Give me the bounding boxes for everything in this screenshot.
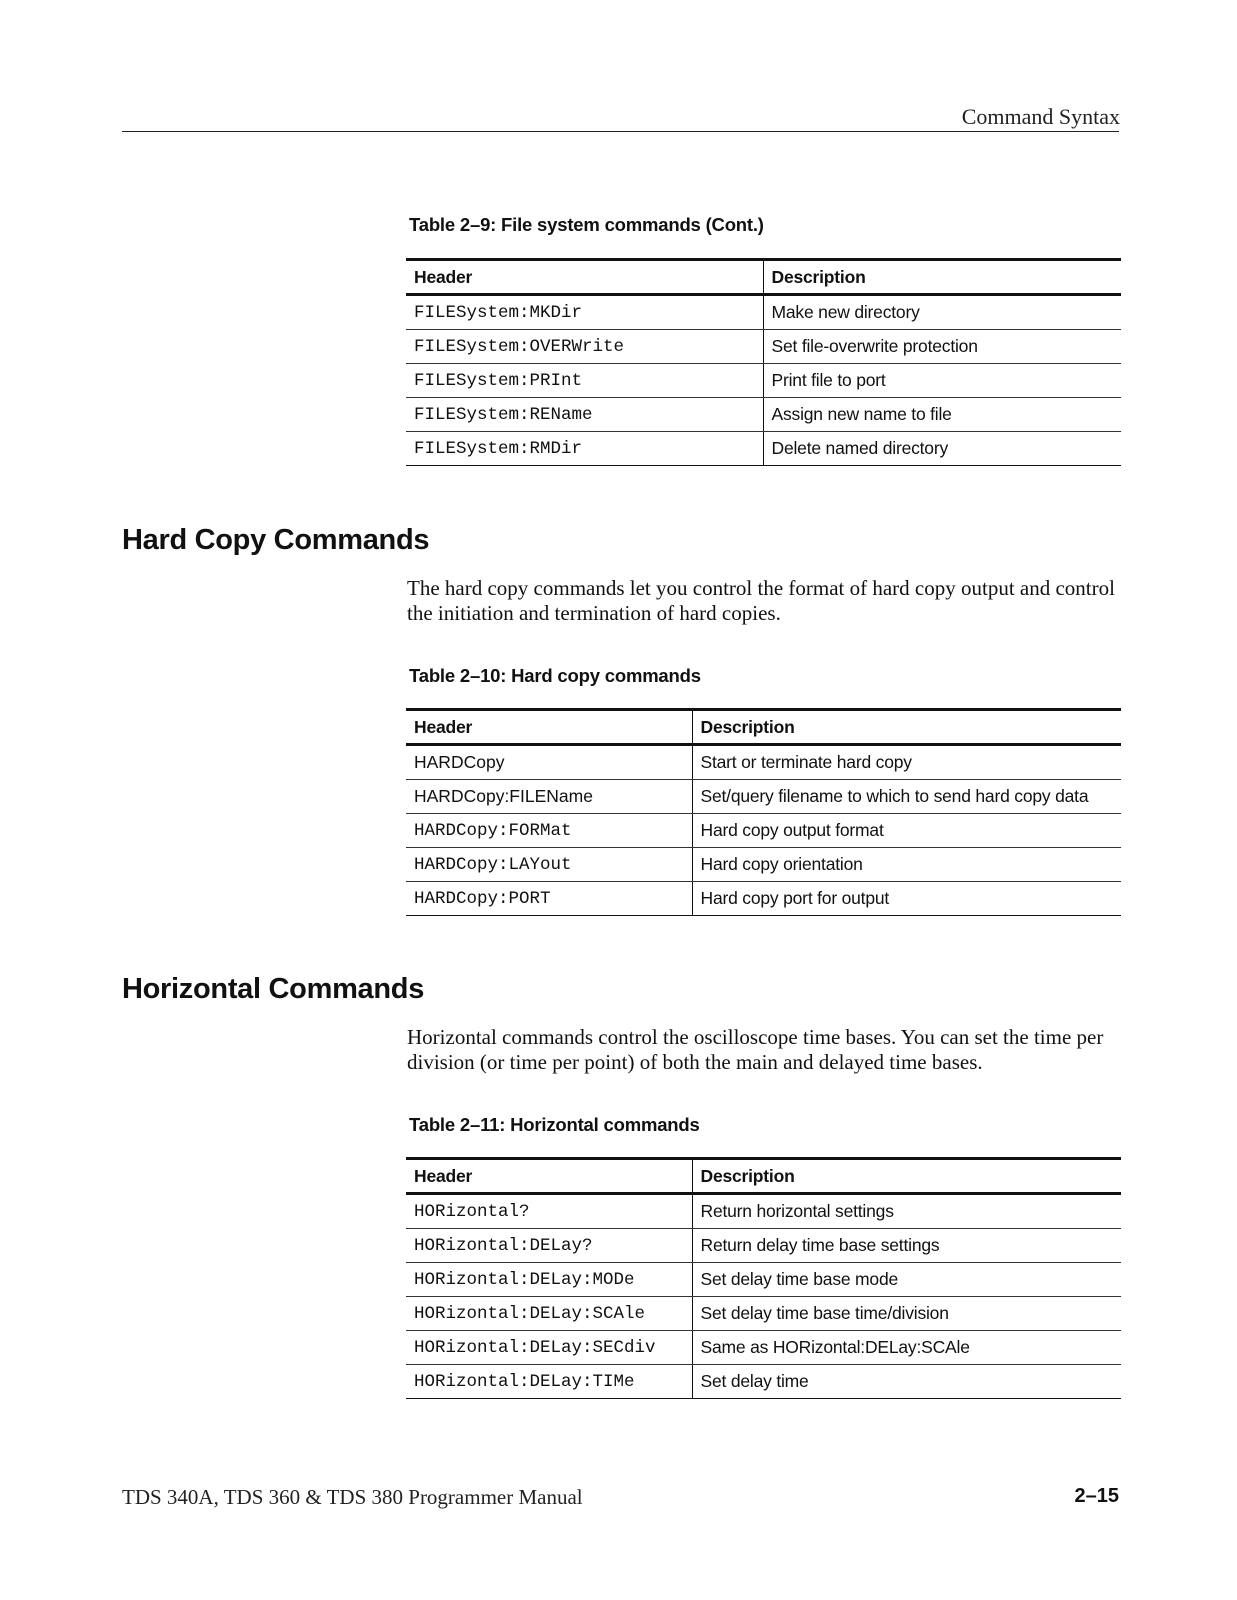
command-description: Hard copy orientation xyxy=(692,848,1121,882)
command-description: Hard copy port for output xyxy=(700,888,890,908)
command-description: Hard copy output format xyxy=(692,814,1121,848)
file-system-commands-table xyxy=(406,258,1121,466)
table-2-9-caption: Table 2–9: File system commands (Cont.) xyxy=(409,214,764,235)
command-description: Assign new name to file xyxy=(763,398,1121,432)
table-row xyxy=(406,848,1121,882)
hard-copy-section-title: Hard Copy Commands xyxy=(122,524,430,556)
command-header: HORizontal:DELay:SECdiv xyxy=(406,1331,692,1365)
hard-copy-commands-table xyxy=(406,708,1121,916)
command-description: Return delay time base settings xyxy=(692,1229,1121,1263)
command-header: HORizontal:DELay:MODe xyxy=(406,1263,692,1297)
command-header: HORizontal:DELay? xyxy=(406,1229,692,1263)
command-description: Start or terminate hard copy xyxy=(692,745,1121,780)
command-header: FILESystem:MKDir xyxy=(406,295,763,330)
table-row xyxy=(406,1365,1121,1399)
table-header-row xyxy=(406,260,1121,295)
command-description: Return horizontal settings xyxy=(692,1194,1121,1229)
table-row xyxy=(406,745,1121,780)
command-header: FILESystem:OVERWrite xyxy=(406,330,763,364)
command-description: Set/query filename to which to send hard copy data xyxy=(692,780,1121,814)
table-2-11-caption: Table 2–11: Horizontal commands xyxy=(409,1114,700,1135)
command-header: HORizontal? xyxy=(406,1194,692,1229)
column-header-header: Header xyxy=(406,260,763,295)
command-description: Make new directory xyxy=(763,295,1121,330)
table-row xyxy=(406,295,1121,330)
column-header-description: Description xyxy=(692,710,1121,745)
command-description: Set delay time base mode xyxy=(692,1263,1121,1297)
table-row xyxy=(406,780,1121,814)
table-2-10-caption: Table 2–10: Hard copy commands xyxy=(409,665,701,686)
table-row xyxy=(406,1229,1121,1263)
table-row xyxy=(406,364,1121,398)
command-header: HORizontal:DELay:TIMe xyxy=(406,1365,692,1399)
hard-copy-intro-paragraph: The hard copy commands let you control the format of hard copy output and control the initiation and termination of hard copies. xyxy=(407,576,1115,625)
table-row xyxy=(406,1297,1121,1331)
command-header: HARDCopy:FORMat xyxy=(406,814,692,848)
table-header-row xyxy=(406,1159,1121,1194)
command-header: HARDCopy:FILEName xyxy=(406,780,692,814)
command-description: Set delay time xyxy=(700,1371,809,1391)
running-head: Command Syntax xyxy=(961,104,1120,129)
table-row xyxy=(406,882,1121,916)
table-row xyxy=(406,398,1121,432)
command-header: HARDCopy xyxy=(406,745,692,780)
table-row xyxy=(406,1263,1121,1297)
table-header-row xyxy=(406,710,1121,745)
column-header-description: Description xyxy=(763,260,1121,295)
command-description: Delete named directory xyxy=(771,438,949,458)
command-description: Set file-overwrite protection xyxy=(763,330,1121,364)
command-description: Same as HORizontal:DELay:SCAle xyxy=(692,1331,1121,1365)
command-description: Print file to port xyxy=(763,364,1121,398)
horizontal-intro-paragraph: Horizontal commands control the oscilloscope time bases. You can set the time per division (or time per point) of both the main and delayed time bases. xyxy=(407,1025,1104,1074)
command-header: FILESystem:REName xyxy=(406,398,763,432)
page-number: 2–15 xyxy=(1074,1485,1119,1507)
command-header: HORizontal:DELay:SCAle xyxy=(406,1297,692,1331)
table-row xyxy=(406,330,1121,364)
command-header: FILESystem:RMDir xyxy=(406,432,763,466)
command-header: HARDCopy:PORT xyxy=(406,882,692,916)
horizontal-commands-table xyxy=(406,1157,1121,1399)
footer-manual-title: TDS 340A, TDS 360 & TDS 380 Programmer Manual xyxy=(122,1485,583,1509)
command-header: FILESystem:PRInt xyxy=(406,364,763,398)
column-header-header: Header xyxy=(406,1159,692,1194)
header-rule xyxy=(122,131,1119,132)
column-header-header: Header xyxy=(406,710,692,745)
table-row xyxy=(406,1194,1121,1229)
table-row xyxy=(406,432,1121,466)
command-description: Set delay time base time/division xyxy=(692,1297,1121,1331)
table-row xyxy=(406,814,1121,848)
column-header-description: Description xyxy=(692,1159,1121,1194)
horizontal-section-title: Horizontal Commands xyxy=(122,973,425,1005)
table-row xyxy=(406,1331,1121,1365)
command-header: HARDCopy:LAYout xyxy=(406,848,692,882)
